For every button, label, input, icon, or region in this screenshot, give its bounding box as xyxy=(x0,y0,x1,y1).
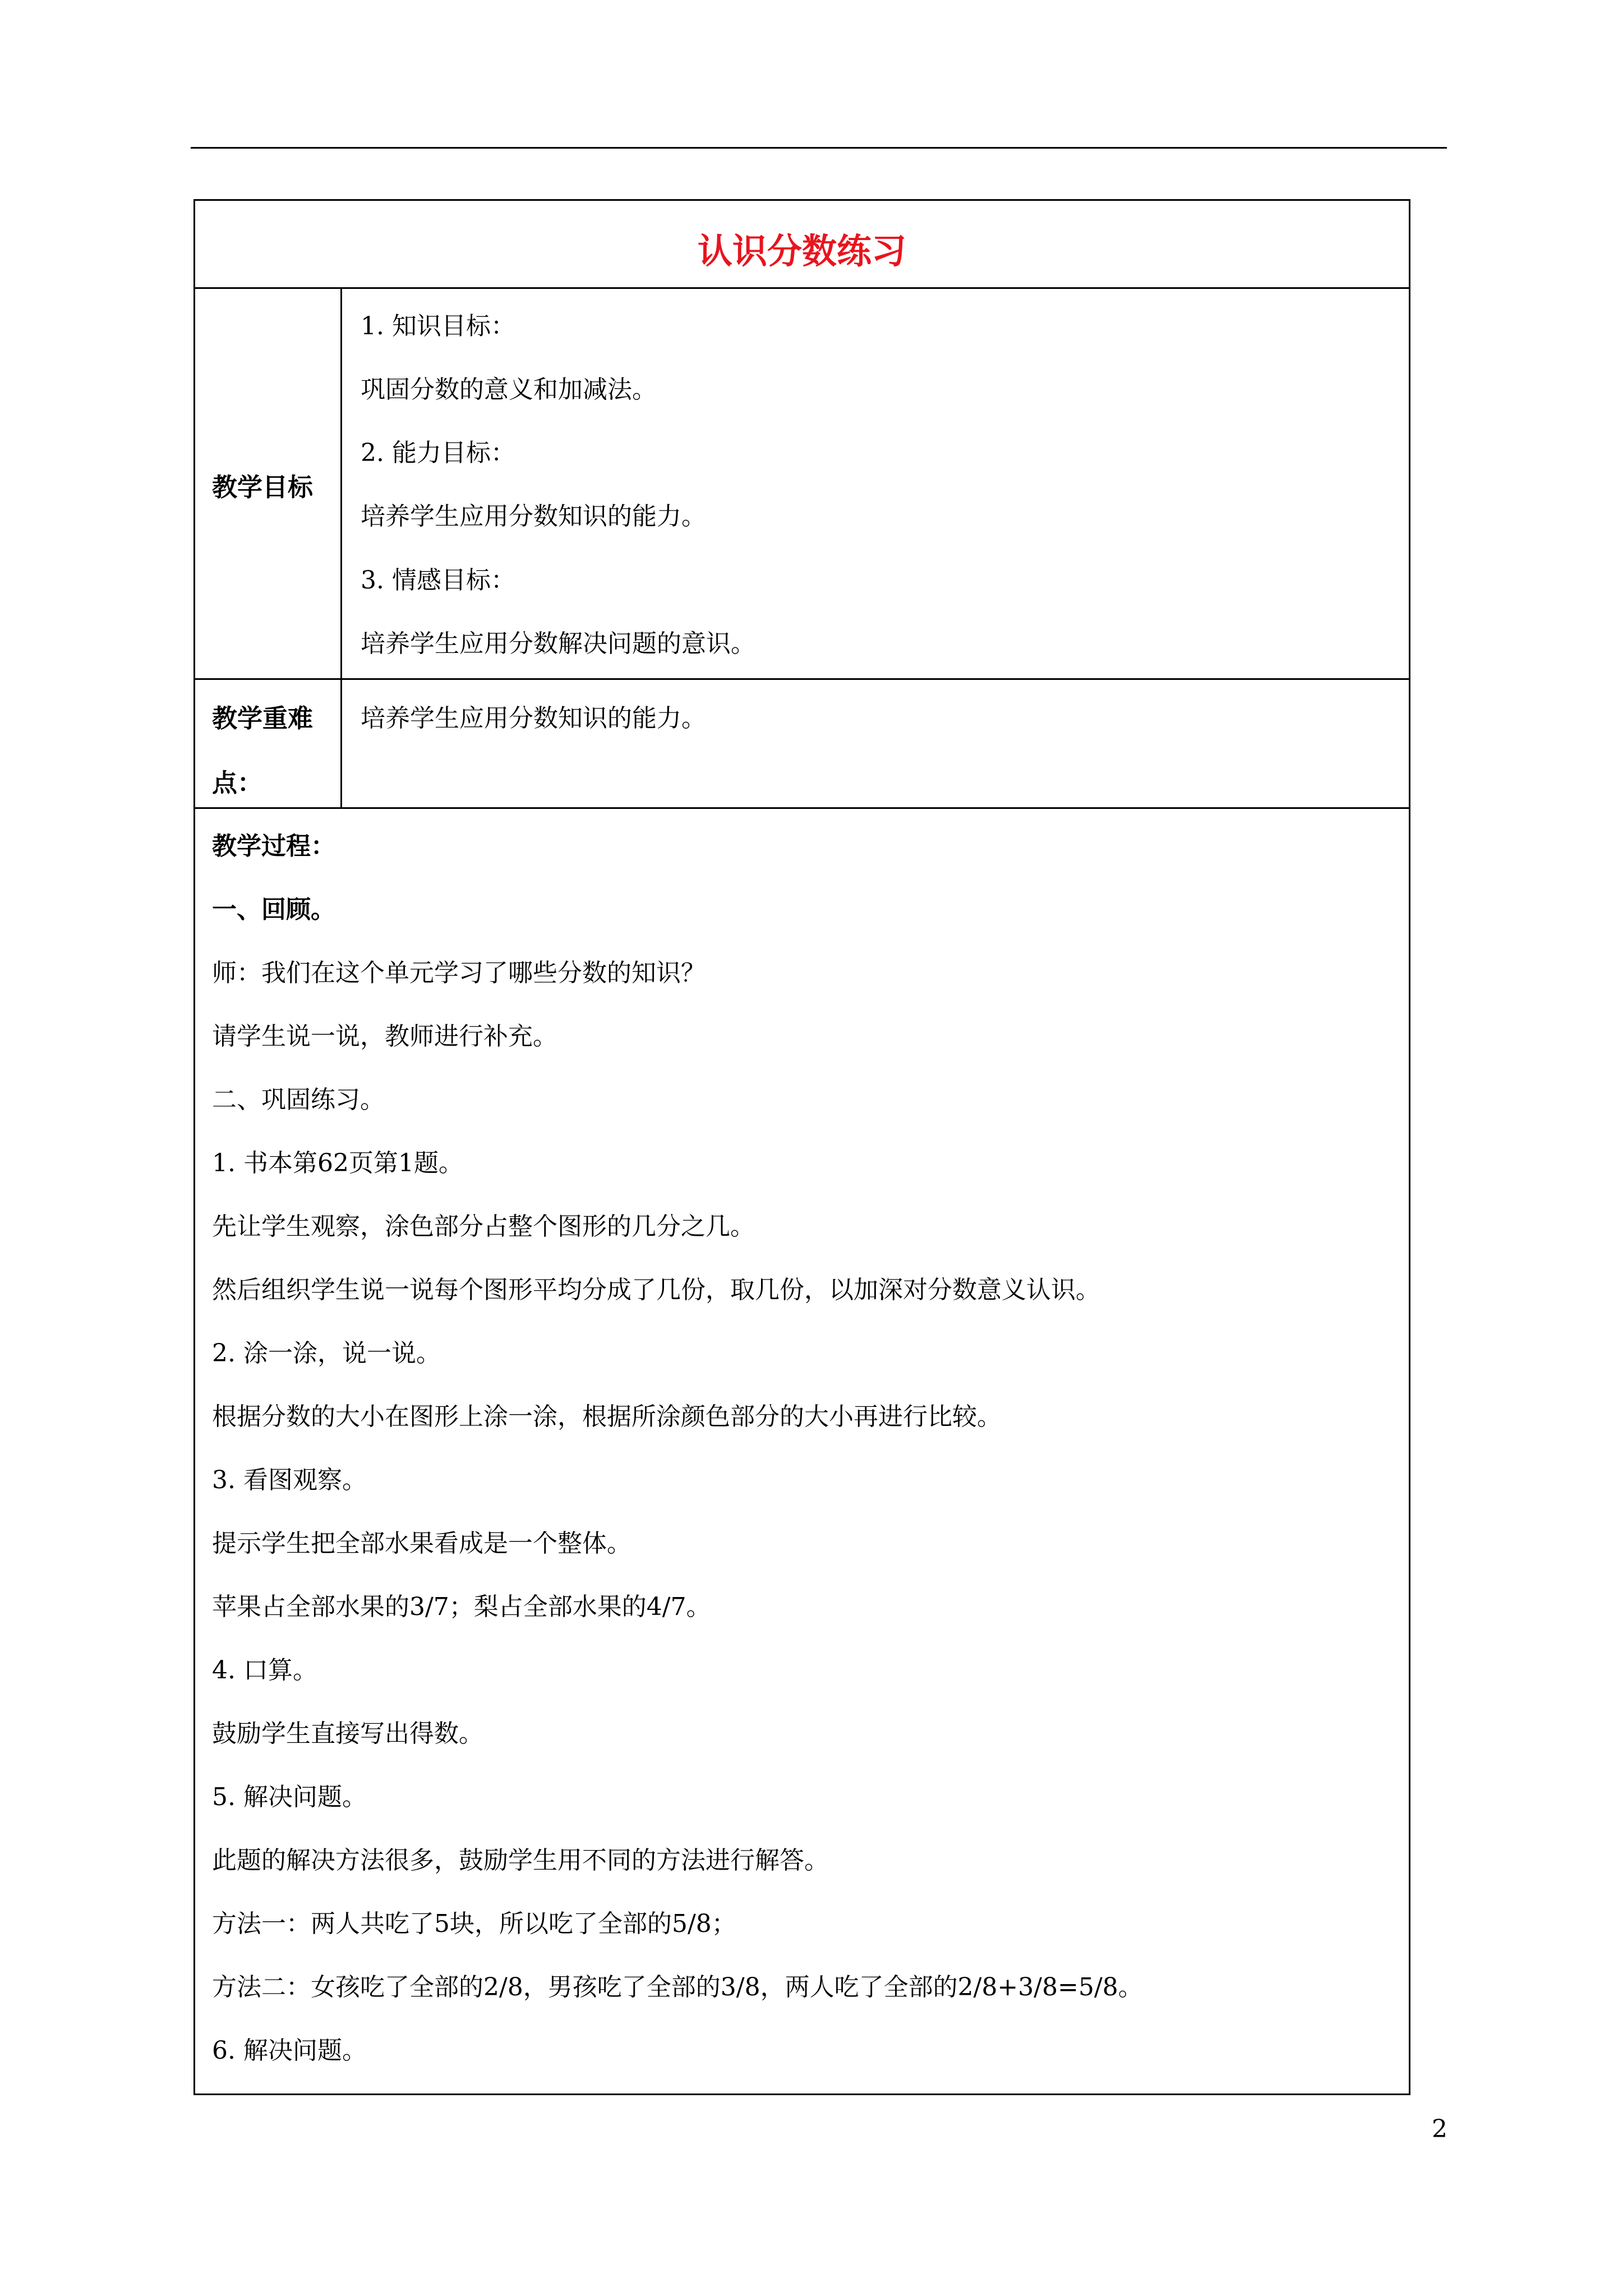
process-line: 方法二：女孩吃了全部的2/8，男孩吃了全部的3/8，两人吃了全部的2/8+3/8=5/8。 xyxy=(212,1973,1143,2001)
process-line: 此题的解决方法很多，鼓励学生用不同的方法进行解答。 xyxy=(212,1846,829,1875)
process-line: 鼓励学生直接写出得数。 xyxy=(212,1719,483,1748)
document-title: 认识分数练习 xyxy=(697,231,906,272)
goal-line: 1. 知识目标： xyxy=(361,312,515,341)
teaching-process-row xyxy=(195,809,1409,2095)
key-difficulty-label-cell xyxy=(195,680,342,807)
process-line: 3. 看图观察。 xyxy=(212,1466,367,1494)
goal-line: 培养学生应用分数解决问题的意识。 xyxy=(361,629,755,658)
lesson-plan-table xyxy=(193,199,1410,2095)
key-difficulty-label: 教学重难 xyxy=(212,703,313,733)
header-rule xyxy=(191,147,1447,149)
process-heading: 教学过程： xyxy=(212,832,335,861)
process-line: 然后组织学生说一说每个图形平均分成了几份，取几份，以加深对分数意义认识。 xyxy=(212,1276,1100,1304)
process-line: 师：我们在这个单元学习了哪些分数的知识？ xyxy=(212,959,706,987)
key-difficulty-text: 培养学生应用分数知识的能力。 xyxy=(361,704,706,733)
teaching-goals-label: 教学目标 xyxy=(212,472,313,502)
process-line: 提示学生把全部水果看成是一个整体。 xyxy=(212,1529,631,1558)
teaching-goals-label-cell xyxy=(195,289,342,678)
section-title: 一、回顾。 xyxy=(212,895,335,924)
goal-line: 培养学生应用分数知识的能力。 xyxy=(361,502,706,531)
process-line: 6. 解决问题。 xyxy=(212,2036,367,2065)
goal-line: 2. 能力目标： xyxy=(361,439,515,467)
process-line: 苹果占全部水果的3/7；梨占全部水果的4/7。 xyxy=(212,1593,711,1621)
process-line: 4. 口算。 xyxy=(212,1656,317,1685)
process-line: 1. 书本第62页第1题。 xyxy=(212,1149,463,1177)
key-difficulty-label: 点： xyxy=(212,768,263,798)
process-line: 5. 解决问题。 xyxy=(212,1783,367,1811)
teaching-goals-row xyxy=(195,289,1409,680)
process-line: 根据分数的大小在图形上涂一涂，根据所涂颜色部分的大小再进行比较。 xyxy=(212,1402,1002,1431)
process-line: 请学生说一说，教师进行补充。 xyxy=(212,1022,557,1051)
page-number: 2 xyxy=(1432,2115,1447,2143)
process-line: 2. 涂一涂，说一说。 xyxy=(212,1339,441,1368)
title-row xyxy=(195,201,1409,289)
goal-line: 巩固分数的意义和加减法。 xyxy=(361,375,657,404)
key-difficulty-row xyxy=(195,680,1409,809)
process-line: 方法一：两人共吃了5块，所以吃了全部的5/8； xyxy=(212,1910,736,1938)
process-line: 二、巩固练习。 xyxy=(212,1085,385,1114)
goal-line: 3. 情感目标： xyxy=(361,566,515,595)
process-line: 先让学生观察，涂色部分占整个图形的几分之几。 xyxy=(212,1212,755,1241)
